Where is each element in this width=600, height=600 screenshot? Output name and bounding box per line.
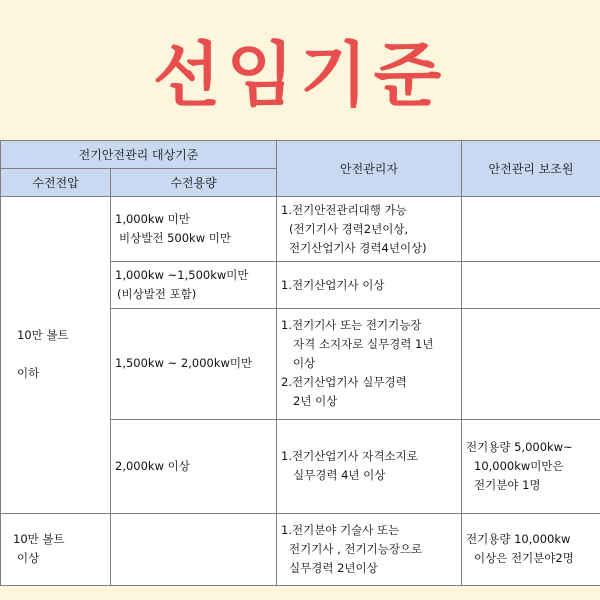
voltage-over-line1: 10만 볼트 (13, 532, 65, 547)
manager-line: 실무경력 2년이상 (289, 560, 378, 575)
assistant-cell (462, 513, 600, 585)
manager-cell (277, 419, 462, 513)
capacity-cell (111, 197, 277, 262)
capacity-cell (111, 513, 277, 585)
criteria-table-wrapper (0, 140, 600, 586)
header-capacity: 수전용량 (111, 169, 277, 197)
capacity-line: 1,000kw 미만 (115, 212, 190, 227)
criteria-table (0, 140, 600, 586)
table-row (1, 513, 600, 585)
assistant-line: 전기용량 10,000kw (466, 532, 571, 547)
capacity-line: 비상발전 500kw 미만 (119, 231, 231, 246)
capacity-line: 2,000kw 이상 (115, 458, 190, 473)
manager-line: 이상 (293, 356, 316, 371)
capacity-line: (비상발전 포함) (117, 287, 197, 302)
capacity-line: 1,000kw ~1,500kw미만 (115, 268, 249, 283)
assistant-cell (462, 262, 600, 309)
assistant-cell (462, 419, 600, 513)
manager-cell (277, 262, 462, 309)
manager-line: 1.전기기사 또는 전기기능장 (281, 318, 422, 333)
voltage-under-line2: 이하 (17, 366, 40, 381)
voltage-over-cell (1, 513, 111, 585)
assistant-line: 이상은 전기분야2명 (474, 551, 574, 566)
assistant-line: 전기분야 1명 (474, 477, 541, 492)
manager-cell (277, 309, 462, 419)
assistant-cell (462, 197, 600, 262)
manager-line: (전기기사 경력2년이상, (289, 221, 409, 236)
capacity-cell (111, 309, 277, 419)
manager-line: 2.전기산업기사 실무경력 (281, 375, 407, 390)
voltage-under-cell (1, 197, 111, 514)
manager-line: 1.전기안전관리대행 가능 (281, 202, 407, 217)
manager-line: 전기기사 , 전기기능장으로 (289, 541, 423, 556)
manager-line: 2년 이상 (293, 394, 338, 409)
assistant-line: 전기용량 5,000kw~ (466, 439, 573, 454)
assistant-line: 10,000kw미만은 (474, 458, 564, 473)
voltage-under-line1: 10만 볼트 (17, 328, 69, 343)
manager-cell (277, 197, 462, 262)
capacity-line: 1,500kw ~ 2,000kw미만 (115, 356, 253, 371)
manager-line: 1.전기분야 기술사 또는 (281, 522, 400, 537)
header-manager: 안전관리자 (277, 141, 462, 197)
header-voltage: 수전전압 (1, 169, 111, 197)
capacity-cell (111, 419, 277, 513)
manager-line: 1.전기산업기사 자격소지로 (281, 449, 418, 464)
manager-line: 자격 소지자로 실무경력 1년 (293, 337, 434, 352)
title-banner (0, 0, 600, 138)
table-row (1, 197, 600, 262)
bottom-margin (0, 586, 600, 600)
header-assistant: 안전관리 보조원 (462, 141, 600, 197)
header-group: 전기안전관리 대상기준 (1, 141, 277, 169)
page-title: 선임기준 (152, 33, 448, 116)
manager-line: 전기산업기사 경력4년이상) (289, 240, 427, 255)
capacity-cell (111, 262, 277, 309)
assistant-cell (462, 309, 600, 419)
manager-line: 1.전기산업기사 이상 (281, 277, 385, 292)
manager-cell (277, 513, 462, 585)
voltage-over-line2: 이상 (17, 551, 40, 566)
manager-line: 실무경력 4년 이상 (293, 468, 386, 483)
